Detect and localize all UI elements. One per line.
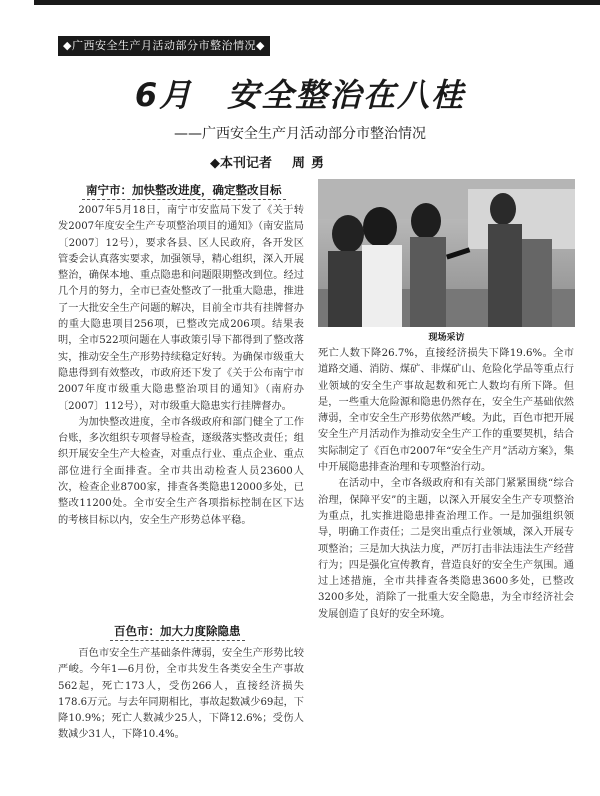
section-heading-nanning: 南宁市：加快整改进度，确定整改目标 [82, 181, 286, 200]
article-title [0, 70, 600, 116]
body-paragraph: 死亡人数下降26.7%，直接经济损失下降19.6%。全市道路交通、消防、煤矿、非煤矿山、危险化学品等重点行业领域的安全生产事故起数和死亡人数均有所下降。但是，一些重大危险源和隐患仍然存在，安全生产基础依然薄弱，全市安全生产形势依然严峻。为此，百色市把开展安全生产月活动作为推动安全生产工作的重要契机，结合实际制定了《百色市2007年“安全生产月”活动方案》，集中开展隐患排查治理和专项整治行动。 [318, 348, 574, 474]
photo-illustration [318, 179, 575, 327]
top-rule [34, 0, 600, 5]
title-month: 6月 [134, 76, 194, 114]
body-paragraph: 在活动中，全市各级政府和有关部门紧紧围绕“综合治理，保障平安”的主题，以深入开展安全生产专项整治为重点，扎实推进隐患排查治理工作。一是加强组织领导，明确工作责任；二是突出重点行业领域，深入开展专项整治；三是加大执法力度，严厉打击非法违法生产经营行为；四是强化宣传教育，营造良好的安全生产氛围。通过上述措施，全市共排查各类隐患3600多处，已整改3200多处，消除了一批重大安全隐患，为全市经济社会发展创造了良好的安全环境。 [318, 478, 574, 620]
article-subtitle: ——广西安全生产月活动部分市整治情况 [174, 126, 426, 142]
body-column-left-bottom [58, 646, 304, 792]
news-photo [318, 179, 575, 327]
byline-name: 周勇 [292, 156, 331, 171]
column-banner: ◆广西安全生产月活动部分市整治情况◆ [58, 36, 270, 56]
body-paragraph: 百色市安全生产基础条件薄弱，安全生产形势比较严峻。今年1—6月份，全市共发生各类安全生产事故562起，死亡173人，受伤266人，直接经济损失178.6万元。与去年同期相比，事故起数减少69起，下降10.9%；死亡人数减少25人，下降12.6%；受伤人数减少31人，下降10.4%。 [58, 648, 304, 741]
body-paragraph: 为加快整改进度，全市各级政府和部门健全了工作台账，多次组织专项督导检查，逐级落实整改责任；组织开展安全生产大检查，对重点行业、重点企业、重点部位进行全面排查。全市共出动检查人员23600人次，检查企业8700家，排查各类隐患12000多处，已整改11200处。全市安全生产各项指标控制在区下达的考核目标以内，安全生产形势总体平稳。 [58, 416, 304, 526]
body-column-right [318, 346, 574, 792]
section-heading-baise: 百色市：加大力度除隐患 [110, 622, 245, 641]
body-column-left-top [58, 203, 304, 615]
title-main: 安全整治在八桂 [227, 76, 466, 114]
body-paragraph: 2007年5月18日，南宁市安监局下发了《关于转发2007年度安全生产专项整治项目的通知》（南安监局〔2007〕12号），要求各县、区人民政府，各开发区管委会认真落实要求，加强领导，精心组织，深入开展整治，确保本地、重点隐患和问题限期整改到位。经过几个月的努力，全市已查处整改了一批重大隐患，推进了一大批安全生产问题的解决，目前全市共有挂牌督办的重大隐患项目256项，已整改完成206项。结果表明，全市522项问题在人事政策引导下都得到了整改落实，推动安全生产形势持续稳定好转。为确保市级重大隐患得到有效整改，市政府还下发了《关于公布南宁市2007年度市级重大隐患整治项目的通知》（南府办〔2007〕112号），对市级重大隐患实行挂牌督办。 [58, 205, 304, 412]
byline-label: ◆本刊记者 [210, 156, 272, 171]
byline [210, 152, 330, 171]
photo-caption: 现场采访 [428, 333, 465, 343]
